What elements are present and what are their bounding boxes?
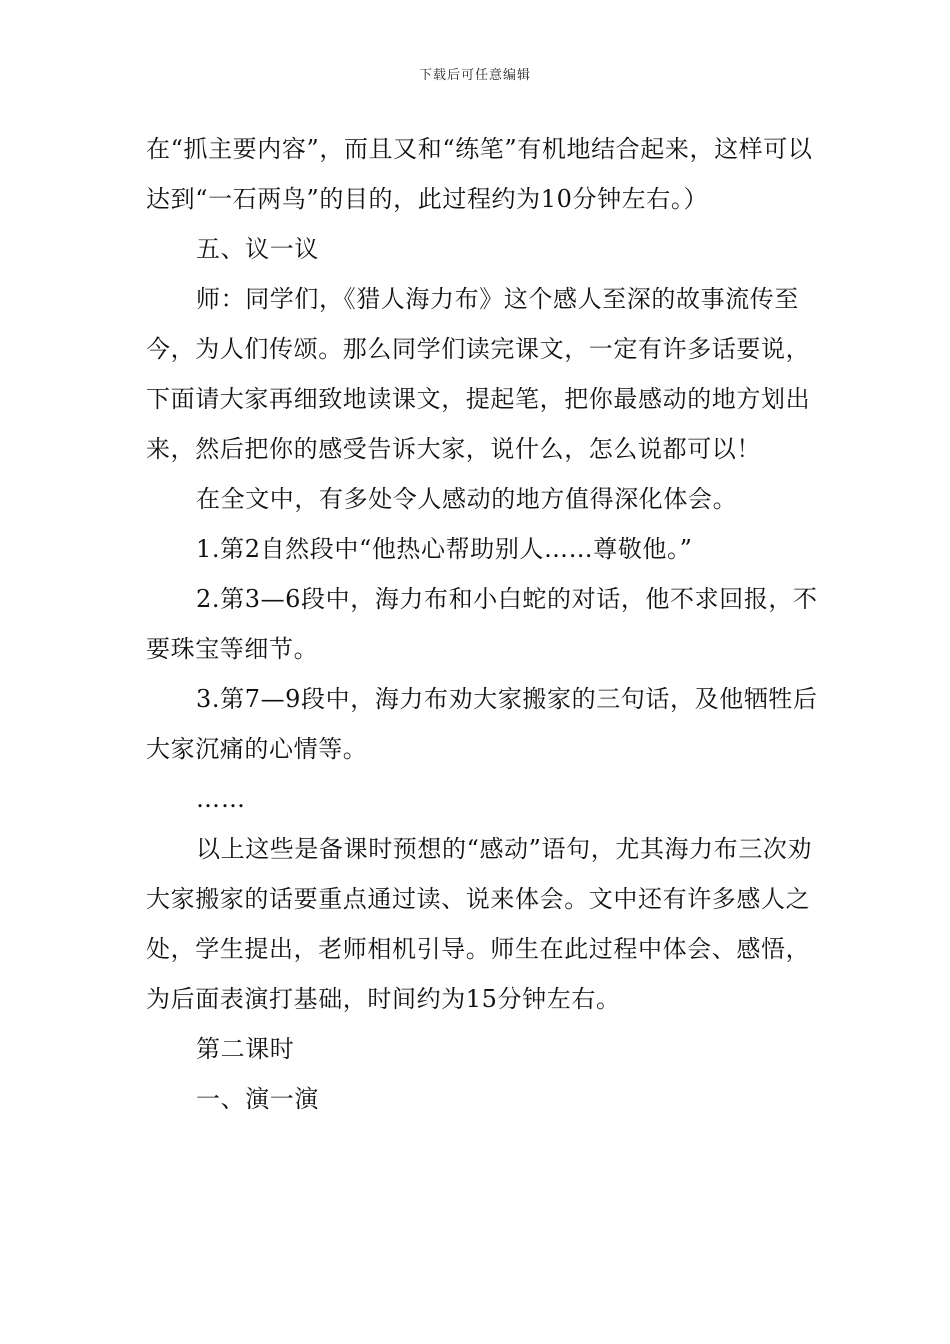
list-item-3: 3.第7—9段中，海力布劝大家搬家的三句话，及他牺牲后大家沉痛的心情等。 bbox=[146, 685, 818, 763]
section-heading-second-lesson: 第二课时 bbox=[196, 1035, 295, 1063]
paragraph-summary: 以上这些是备课时预想的“感动”语句，尤其海力布三次劝大家搬家的话要重点通过读、说来体会。文中还有许多感人之处，学生提出，老师相机引导。师生在此过程中体会、感悟，为后面表演打基础，时间约为15分钟左右。 bbox=[146, 835, 813, 1013]
page-header: 下载后可任意编辑 bbox=[418, 68, 531, 83]
list-item-1: 1.第2自然段中“他热心帮助别人……尊敬他。” bbox=[196, 535, 693, 563]
list-ellipsis: …… bbox=[196, 785, 246, 813]
document-body bbox=[146, 124, 826, 1124]
section-heading-discuss: 五、议一议 bbox=[196, 235, 319, 263]
paragraph-teacher-prompt: 师：同学们，《猎人海力布》这个感人至深的故事流传至今，为人们传颂。那么同学们读完课文，一定有许多话要说，下面请大家再细致地读课文，提起笔，把你最感动的地方划出来，然后把你的感受告诉大家，说什么，怎么说都可以！ bbox=[146, 285, 811, 463]
list-item-2: 2.第3—6段中，海力布和小白蛇的对话，他不求回报，不要珠宝等细节。 bbox=[146, 585, 818, 663]
section-heading-perform: 一、演一演 bbox=[196, 1085, 319, 1113]
paragraph-continuation: 在“抓主要内容”，而且又和“练笔”有机地结合起来，这样可以达到“一石两鸟”的目的，此过程约为10分钟左右。） bbox=[146, 135, 813, 213]
paragraph-touching-places: 在全文中，有多处令人感动的地方值得深化体会。 bbox=[196, 485, 738, 513]
